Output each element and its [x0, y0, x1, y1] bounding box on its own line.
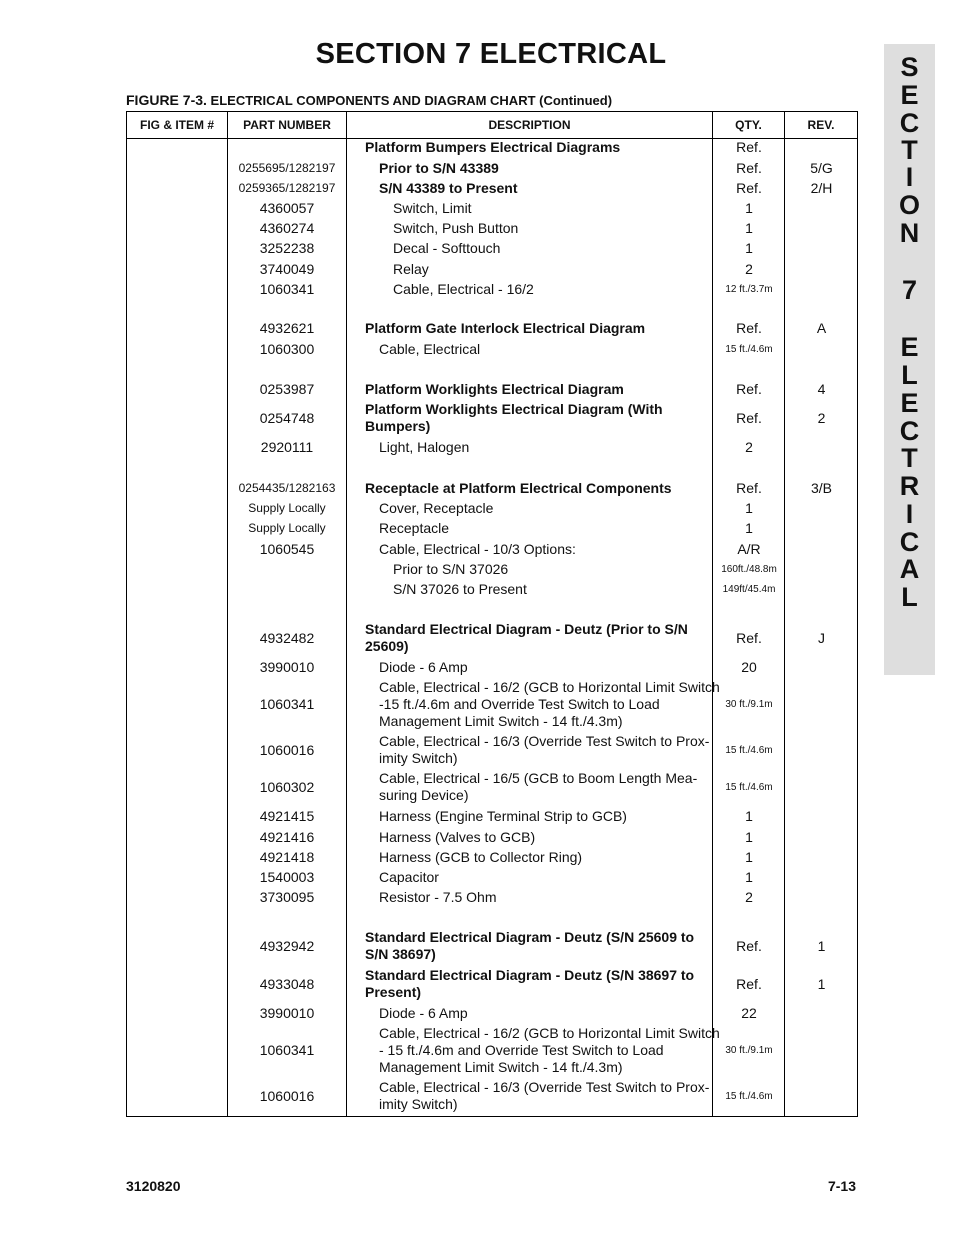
qty-cell: Ref.: [736, 937, 762, 954]
rev-cell: [786, 581, 857, 598]
qty-cell: 30 ft./9.1m: [725, 1044, 773, 1056]
qty-cell: 12 ft./3.7m: [725, 284, 773, 295]
parts-table: [126, 111, 858, 1117]
part-number-cell: Supply Locally: [248, 521, 326, 535]
section-title: SECTION 7 ELECTRICAL: [315, 38, 667, 70]
rev-cell: [786, 220, 857, 237]
header-qty: QTY.: [735, 118, 762, 132]
side-tab-letter: R: [899, 471, 920, 501]
description-cell: Cable, Electrical - 16/3 (Override Test Switch to Prox-imity Switch): [379, 1079, 710, 1112]
rev-cell: [786, 678, 857, 730]
rev-cell: [786, 869, 857, 886]
rev-cell: [786, 261, 857, 278]
header-rev: REV.: [807, 118, 835, 132]
figure-label: FIGURE 7-3.: [126, 92, 207, 108]
part-number-cell: 0259365/1282197: [238, 180, 336, 195]
part-number-cell: 0255695/1282197: [238, 160, 336, 175]
part-number-cell: 4360057: [259, 200, 315, 216]
column-divider: [784, 112, 785, 1116]
part-number-cell: 4921418: [259, 849, 315, 865]
qty-cell: 22: [741, 1005, 757, 1021]
part-number-cell: 3730095: [259, 889, 315, 905]
qty-cell: 15 ft./4.6m: [725, 744, 773, 756]
part-number-cell: 3990010: [259, 659, 315, 675]
qty-cell: Ref.: [736, 159, 762, 176]
description-cell: Diode - 6 Amp: [379, 659, 468, 675]
side-tab-letter: T: [901, 135, 918, 165]
figure-caption-text: ELECTRICAL COMPONENTS AND DIAGRAM CHART (Continued): [210, 93, 613, 108]
qty-cell: 30 ft./9.1m: [725, 698, 773, 710]
description-cell: Standard Electrical Diagram - Deutz (Prior to S/N 25609): [365, 621, 688, 654]
rev-cell: 3/B: [810, 480, 832, 496]
rev-cell: [786, 659, 857, 676]
side-tab-letter: I: [905, 499, 914, 529]
side-tab-letter: C: [899, 527, 920, 557]
description-cell: Decal - Softtouch: [393, 240, 501, 256]
rev-cell: 5/G: [810, 159, 833, 176]
section-side-tab: [884, 44, 935, 675]
rev-cell: [786, 849, 857, 866]
rev-cell: 2: [817, 409, 826, 426]
qty-cell: 1: [745, 220, 753, 236]
part-number-cell: [228, 561, 346, 578]
part-number-cell: 4932482: [259, 629, 315, 646]
qty-cell: 15 ft./4.6m: [725, 781, 773, 793]
description-cell: Cable, Electrical: [379, 341, 481, 357]
side-tab-letter: E: [900, 388, 919, 418]
description-cell: Receptacle: [379, 520, 450, 536]
part-number-cell: 1060341: [259, 281, 315, 297]
description-cell: Diode - 6 Amp: [379, 1005, 468, 1021]
header-fig-item: FIG & ITEM #: [139, 118, 214, 132]
part-number-cell: 3990010: [259, 1005, 315, 1021]
qty-cell: 1: [745, 500, 753, 516]
qty-cell: Ref.: [736, 138, 762, 155]
description-cell: Receptacle at Platform Electrical Components: [365, 480, 672, 496]
side-tab-letter: C: [899, 108, 920, 138]
part-number-cell: [228, 581, 346, 598]
part-number-cell: 0253987: [259, 381, 315, 397]
qty-cell: Ref.: [736, 179, 762, 196]
side-tab-letter: L: [901, 582, 918, 612]
rev-cell: [786, 1079, 857, 1113]
description-cell: Harness (Engine Terminal Strip to GCB): [379, 808, 627, 824]
side-tab-letter: C: [899, 416, 920, 446]
rev-cell: J: [818, 629, 825, 646]
part-number-cell: 4921416: [259, 829, 315, 845]
rev-cell: [786, 240, 857, 257]
description-cell: Standard Electrical Diagram - Deutz (S/N 25609 to S/N 38697): [365, 929, 695, 962]
part-number-cell: 1060302: [259, 778, 315, 795]
rev-cell: [786, 733, 857, 767]
qty-cell: 1: [745, 869, 753, 885]
description-cell: Platform Bumpers Electrical Diagrams: [365, 138, 621, 155]
qty-cell: 1: [745, 240, 753, 256]
part-number-cell: 4921415: [259, 808, 315, 824]
qty-cell: 1: [745, 808, 753, 824]
part-number-cell: 1060016: [259, 741, 315, 758]
description-cell: Prior to S/N 43389: [379, 159, 499, 176]
header-part-number: PART NUMBER: [243, 118, 331, 132]
footer-doc-number: 3120820: [126, 1178, 181, 1194]
qty-cell: Ref.: [736, 320, 762, 336]
side-tab-letter: 7: [901, 275, 918, 305]
description-cell: Platform Gate Interlock Electrical Diagram: [365, 320, 646, 336]
description-cell: Light, Halogen: [379, 439, 470, 455]
rev-cell: [786, 439, 857, 456]
rev-cell: [786, 1005, 857, 1022]
description-cell: S/N 37026 to Present: [393, 581, 527, 597]
qty-cell: 1: [745, 849, 753, 865]
description-cell: S/N 43389 to Present: [379, 179, 518, 196]
side-tab-letter: A: [899, 554, 920, 584]
part-number-cell: [228, 139, 346, 155]
rev-cell: [786, 139, 857, 155]
part-number-cell: 4933048: [259, 975, 315, 992]
description-cell: Harness (GCB to Collector Ring): [379, 849, 583, 865]
side-tab-letter: E: [900, 80, 919, 110]
part-number-cell: 1060016: [259, 1087, 315, 1104]
rev-cell: [786, 520, 857, 537]
qty-cell: 1: [745, 520, 753, 536]
qty-cell: Ref.: [736, 975, 762, 992]
qty-cell: 2: [745, 261, 753, 277]
part-number-cell: 2920111: [260, 439, 314, 455]
qty-cell: 1: [745, 200, 753, 216]
part-number-cell: 1060300: [259, 341, 315, 357]
description-cell: Cable, Electrical - 16/2 (GCB to Horizontal Limit Switch -15 ft./4.6m and Override Test Switch to Load Management Limit Switch - 14 ft./4.3m): [379, 678, 720, 729]
side-tab-letter: I: [905, 162, 914, 192]
rev-cell: 1: [817, 975, 826, 992]
description-cell: Cover, Receptacle: [379, 500, 494, 516]
description-cell: Cable, Electrical - 16/2 (GCB to Horizontal Limit Switch - 15 ft./4.6m and Override Test Switch to Load Management Limit Switch - 14 ft./4.3m): [379, 1024, 720, 1075]
part-number-cell: 1060341: [259, 1041, 315, 1058]
rev-cell: [786, 561, 857, 578]
qty-cell: 1: [745, 829, 753, 845]
description-cell: Switch, Push Button: [393, 220, 519, 236]
rev-cell: 2/H: [810, 179, 833, 196]
parts-table-frame: [126, 111, 858, 1117]
part-number-cell: 4360274: [259, 220, 315, 236]
description-cell: Switch, Limit: [393, 200, 472, 216]
part-number-cell: 1060545: [259, 541, 315, 557]
qty-cell: 160ft./48.8m: [721, 564, 777, 575]
header-description: DESCRIPTION: [488, 118, 571, 132]
rev-cell: [786, 200, 857, 217]
side-tab-letter: T: [901, 443, 918, 473]
part-number-cell: 0254748: [259, 409, 315, 426]
description-cell: Harness (Valves to GCB): [379, 829, 536, 845]
description-cell: Cable, Electrical - 10/3 Options:: [379, 541, 576, 557]
description-cell: Resistor - 7.5 Ohm: [379, 889, 497, 905]
part-number-cell: 4932621: [259, 320, 315, 336]
part-number-cell: 0254435/1282163: [238, 481, 336, 495]
part-number-cell: 3740049: [259, 261, 315, 277]
rev-cell: [786, 541, 857, 558]
qty-cell: 2: [745, 889, 753, 905]
rev-cell: [786, 829, 857, 846]
rev-cell: 1: [817, 937, 826, 954]
side-tab-letter: O: [898, 190, 920, 220]
description-cell: Prior to S/N 37026: [393, 561, 509, 577]
rev-cell: [786, 1024, 857, 1076]
qty-cell: 15 ft./4.6m: [725, 1090, 773, 1102]
description-cell: Relay: [393, 261, 429, 277]
side-tab-letter: S: [900, 52, 919, 82]
qty-cell: Ref.: [736, 480, 762, 496]
column-divider: [346, 112, 347, 1116]
description-cell: Standard Electrical Diagram - Deutz (S/N 38697 to Present): [365, 967, 695, 1000]
qty-cell: Ref.: [736, 409, 762, 426]
description-cell: Platform Worklights Electrical Diagram (With Bumpers): [365, 401, 663, 434]
description-cell: Cable, Electrical - 16/5 (GCB to Boom Length Mea-suring Device): [379, 770, 698, 803]
qty-cell: 20: [741, 659, 757, 675]
qty-cell: Ref.: [736, 381, 762, 397]
rev-cell: [786, 500, 857, 517]
description-cell: Capacitor: [379, 869, 439, 885]
rev-cell: [786, 341, 857, 358]
qty-cell: 2: [745, 439, 753, 455]
description-cell: Cable, Electrical - 16/2: [393, 281, 534, 297]
part-number-cell: 4932942: [259, 937, 315, 954]
rev-cell: [786, 770, 857, 804]
rev-cell: A: [816, 320, 827, 336]
part-number-cell: Supply Locally: [248, 501, 326, 515]
description-cell: Platform Worklights Electrical Diagram: [365, 381, 624, 397]
side-tab-letter: E: [900, 332, 919, 362]
side-tab-letter: N: [899, 218, 920, 248]
side-tab-letter: L: [901, 360, 918, 390]
part-number-cell: 1540003: [259, 869, 315, 885]
part-number-cell: 3252238: [259, 240, 315, 256]
part-number-cell: 1060341: [259, 695, 315, 712]
rev-cell: 4: [817, 381, 826, 397]
rev-cell: [786, 889, 857, 906]
qty-cell: 149ft/45.4m: [722, 584, 776, 595]
qty-cell: A/R: [737, 541, 761, 557]
footer-page-number: 7-13: [827, 1178, 856, 1194]
qty-cell: 15 ft./4.6m: [725, 344, 773, 355]
rev-cell: [786, 281, 857, 298]
qty-cell: Ref.: [736, 629, 762, 646]
description-cell: Cable, Electrical - 16/3 (Override Test Switch to Prox-imity Switch): [379, 733, 710, 766]
figure-caption: [126, 92, 612, 108]
rev-cell: [786, 808, 857, 825]
